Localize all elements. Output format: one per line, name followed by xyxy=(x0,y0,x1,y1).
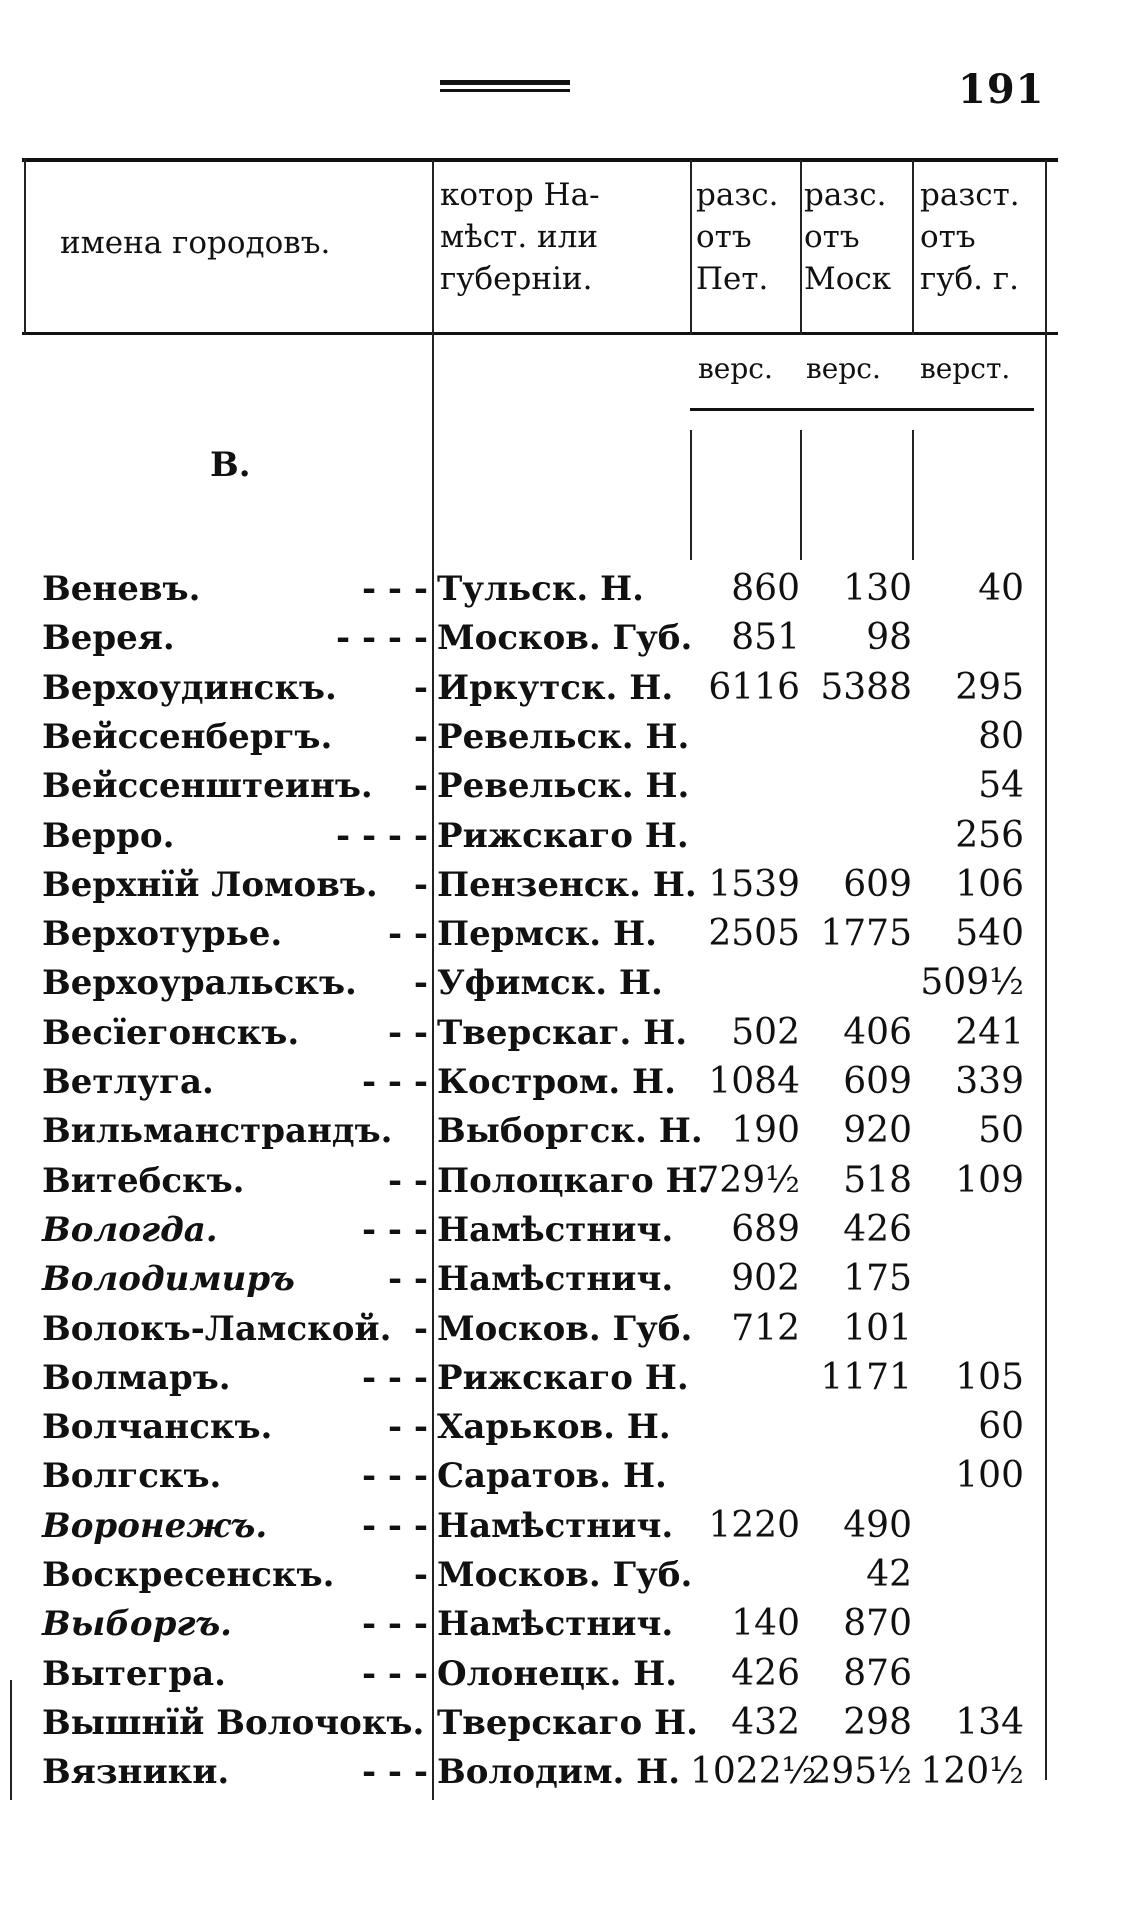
governorate: Москов. Губ. xyxy=(437,1308,693,1349)
distance-spb: 426 xyxy=(731,1652,800,1694)
governorate: Пермск. Н. xyxy=(437,914,657,955)
city-name: Волмаръ. xyxy=(42,1357,231,1398)
distance-spb: 2505 xyxy=(708,913,800,955)
header-dist-msk: разс. отъ Моск xyxy=(804,177,892,297)
governorate: Рижскаго Н. xyxy=(437,1357,689,1398)
city-name: Володимиръ xyxy=(42,1259,295,1300)
table-row xyxy=(0,565,1140,613)
governorate: Намѣстнич. xyxy=(437,1604,674,1645)
table-row xyxy=(0,959,1140,1007)
leader-dashes: - - - xyxy=(361,569,428,609)
distance-msk: 130 xyxy=(843,568,912,609)
city-name: Воскресенскъ. xyxy=(42,1555,335,1595)
table-row xyxy=(0,1650,1140,1698)
table-row xyxy=(0,1305,1140,1353)
msk-column-guide xyxy=(800,430,802,560)
governorate: Олонецк. Н. xyxy=(437,1653,678,1694)
header-ornament xyxy=(440,80,570,94)
gub-column-divider xyxy=(912,160,914,335)
distance-msk: 98 xyxy=(866,617,912,659)
city-name: Верхотурье. xyxy=(42,914,283,955)
units-spb: верс. xyxy=(698,352,773,385)
table-row xyxy=(0,1255,1140,1303)
distance-spb: 689 xyxy=(731,1208,800,1250)
distance-gub: 50 xyxy=(978,1110,1024,1152)
city-name: Волгскъ. xyxy=(42,1456,222,1497)
table-row xyxy=(0,713,1140,761)
governorate: Ревельск. Н. xyxy=(437,766,690,807)
distance-spb: 190 xyxy=(731,1110,800,1152)
table-left-border xyxy=(24,158,26,334)
city-name: Воронежъ. xyxy=(42,1505,268,1546)
city-name: Вейссенбергъ. xyxy=(42,716,333,757)
leader-dashes: - xyxy=(413,1308,428,1349)
leader-dashes: - - xyxy=(387,1160,428,1201)
leader-dashes: - xyxy=(413,667,428,708)
city-name: Вильманстрандъ. xyxy=(42,1111,393,1152)
distance-gub: 80 xyxy=(978,715,1024,757)
distance-gub: 54 xyxy=(978,765,1024,807)
governorate: Харьков. Н. xyxy=(437,1407,671,1448)
table-row xyxy=(0,861,1140,909)
distance-gub: 256 xyxy=(955,814,1024,856)
leader-dashes: - xyxy=(413,766,428,807)
table-row xyxy=(0,1502,1140,1550)
city-name: Ветлуга. xyxy=(42,1062,214,1102)
distance-spb: 860 xyxy=(731,568,800,609)
table-row xyxy=(0,1206,1140,1254)
table-row xyxy=(0,1551,1140,1599)
distance-gub: 509½ xyxy=(920,962,1024,1004)
distance-gub: 134 xyxy=(955,1701,1024,1743)
leader-dashes: - - xyxy=(387,1407,428,1448)
distance-msk: 490 xyxy=(843,1504,912,1546)
city-name: Выборгъ. xyxy=(42,1604,233,1645)
table-row xyxy=(0,812,1140,860)
table-row xyxy=(0,1009,1140,1057)
distance-msk: 406 xyxy=(843,1011,912,1053)
table-left-border-lower xyxy=(10,1680,12,1800)
header-dist-spb: разс. отъ Пет. xyxy=(696,177,779,297)
governorate: Выборгск. Н. xyxy=(437,1111,703,1152)
distance-msk: 609 xyxy=(843,1061,912,1102)
leader-dashes: - - - xyxy=(361,1505,428,1546)
city-name: Волокъ-Ламской. xyxy=(42,1308,392,1349)
header-city: имена городовъ. xyxy=(60,225,331,261)
distance-msk: 920 xyxy=(843,1110,912,1152)
distance-spb: 1220 xyxy=(708,1504,800,1546)
city-name: Вышнїй Волочокъ. xyxy=(42,1702,425,1743)
city-name: Веневъ. xyxy=(42,569,201,609)
distance-msk: 1171 xyxy=(820,1356,912,1398)
header-governorate: котор На- мѣст. или губернiи. xyxy=(440,177,600,297)
governorate: Костром. Н. xyxy=(437,1062,676,1102)
page-number: 191 xyxy=(958,66,1045,113)
distance-spb: 502 xyxy=(731,1011,800,1053)
distance-gub: 109 xyxy=(955,1159,1024,1201)
distance-msk: 870 xyxy=(843,1603,912,1645)
governorate: Иркутск. Н. xyxy=(437,667,674,708)
table-row xyxy=(0,1600,1140,1648)
city-name: Вологда. xyxy=(42,1209,218,1250)
leader-dashes: - - - xyxy=(361,1209,428,1250)
section-letter: В. xyxy=(210,445,251,485)
city-name: Верро. xyxy=(42,815,175,856)
city-name: Витебскъ. xyxy=(42,1160,245,1201)
table-row xyxy=(0,762,1140,810)
city-name: Вязники. xyxy=(42,1752,230,1793)
table-row xyxy=(0,664,1140,712)
spb-column-divider xyxy=(690,160,692,335)
leader-dashes: - - - xyxy=(361,1357,428,1398)
distance-msk: 609 xyxy=(843,863,912,905)
table-top-rule xyxy=(22,158,1058,162)
distance-msk: 5388 xyxy=(820,666,912,708)
distance-spb: 1084 xyxy=(708,1061,800,1102)
governorate: Тверскаго Н. xyxy=(437,1702,698,1743)
governorate: Саратов. Н. xyxy=(437,1456,667,1497)
units-gub: верст. xyxy=(920,352,1011,385)
city-name: Верхоудинскъ. xyxy=(42,667,337,708)
msk-column-divider xyxy=(800,160,802,335)
distance-msk: 876 xyxy=(843,1652,912,1694)
leader-dashes: - - - - xyxy=(336,815,428,856)
distance-spb: 712 xyxy=(731,1307,800,1349)
leader-dashes: - - - xyxy=(361,1456,428,1497)
table-row xyxy=(0,614,1140,662)
leader-dashes: - xyxy=(413,963,428,1004)
city-name: Верея. xyxy=(42,618,175,659)
city-name: Волчанскъ. xyxy=(42,1407,273,1448)
leader-dashes: - xyxy=(413,1555,428,1595)
distance-gub: 100 xyxy=(955,1455,1024,1497)
distance-msk: 101 xyxy=(843,1307,912,1349)
distance-gub: 540 xyxy=(955,913,1024,955)
leader-dashes: - - - xyxy=(361,1604,428,1645)
governorate: Уфимск. Н. xyxy=(437,963,663,1004)
governorate: Москов. Губ. xyxy=(437,618,693,659)
leader-dashes: - xyxy=(413,864,428,905)
leader-dashes: - - - xyxy=(361,1062,428,1102)
table-row xyxy=(0,1107,1140,1155)
city-name: Весїегонскъ. xyxy=(42,1012,300,1053)
leader-dashes: - - - xyxy=(361,1653,428,1694)
units-rule xyxy=(690,408,1034,411)
header-dist-gub: разст. отъ губ. г. xyxy=(920,177,1020,297)
spb-column-guide xyxy=(690,430,692,560)
leader-dashes: - - - - xyxy=(336,618,428,659)
header-bottom-rule xyxy=(22,332,1058,335)
distance-spb: 729½ xyxy=(696,1159,800,1201)
distance-msk: 42 xyxy=(866,1554,912,1595)
governorate: Володим. Н. xyxy=(437,1752,681,1793)
city-name: Верхоуральскъ. xyxy=(42,963,357,1004)
distance-gub: 241 xyxy=(955,1011,1024,1053)
governorate: Намѣстнич. xyxy=(437,1259,674,1300)
distance-msk: 298 xyxy=(843,1701,912,1743)
table-row xyxy=(0,910,1140,958)
distance-gub: 60 xyxy=(978,1406,1024,1448)
distance-gub: 106 xyxy=(955,863,1024,905)
governorate: Намѣстнич. xyxy=(437,1209,674,1250)
distance-spb: 6116 xyxy=(708,666,800,708)
gub-column-guide xyxy=(912,430,914,560)
city-name: Верхнїй Ломовъ. xyxy=(42,864,378,905)
distance-gub: 295 xyxy=(955,666,1024,708)
leader-dashes: - - xyxy=(387,1012,428,1053)
table-row xyxy=(0,1452,1140,1500)
table-row xyxy=(0,1699,1140,1747)
distance-spb: 1022½ xyxy=(690,1751,817,1793)
governorate: Пензенск. Н. xyxy=(437,864,697,905)
distance-msk: 1775 xyxy=(820,913,912,955)
governorate: Москов. Губ. xyxy=(437,1555,693,1595)
governorate: Тульск. Н. xyxy=(437,569,645,609)
governorate: Тверскаг. Н. xyxy=(437,1012,688,1053)
distance-msk: 518 xyxy=(843,1159,912,1201)
table-row xyxy=(0,1354,1140,1402)
table-row xyxy=(0,1058,1140,1106)
leader-dashes: - - xyxy=(387,914,428,955)
distance-spb: 140 xyxy=(731,1603,800,1645)
governorate: Намѣстнич. xyxy=(437,1505,674,1546)
distance-msk: 426 xyxy=(843,1208,912,1250)
units-msk: верс. xyxy=(806,352,881,385)
distance-gub: 40 xyxy=(978,568,1024,609)
governorate: Полоцкаго Н. xyxy=(437,1160,710,1201)
distance-gub: 339 xyxy=(955,1061,1024,1102)
distance-gub: 105 xyxy=(955,1356,1024,1398)
table-row xyxy=(0,1403,1140,1451)
distance-spb: 902 xyxy=(731,1258,800,1300)
distance-spb: 851 xyxy=(731,617,800,659)
city-name: Вытегра. xyxy=(42,1653,226,1694)
distance-spb: 1539 xyxy=(708,863,800,905)
distance-spb: 432 xyxy=(731,1701,800,1743)
leader-dashes: - xyxy=(413,716,428,757)
distance-msk: 175 xyxy=(843,1258,912,1300)
city-name: Вейссенштеинъ. xyxy=(42,766,373,807)
governorate: Рижскаго Н. xyxy=(437,815,689,856)
table-row xyxy=(0,1157,1140,1205)
leader-dashes: - - - xyxy=(361,1752,428,1793)
leader-dashes: - - xyxy=(387,1259,428,1300)
table-row xyxy=(0,1748,1140,1796)
governorate: Ревельск. Н. xyxy=(437,716,690,757)
distance-gub: 120½ xyxy=(920,1751,1024,1793)
distance-msk: 295½ xyxy=(808,1751,912,1793)
